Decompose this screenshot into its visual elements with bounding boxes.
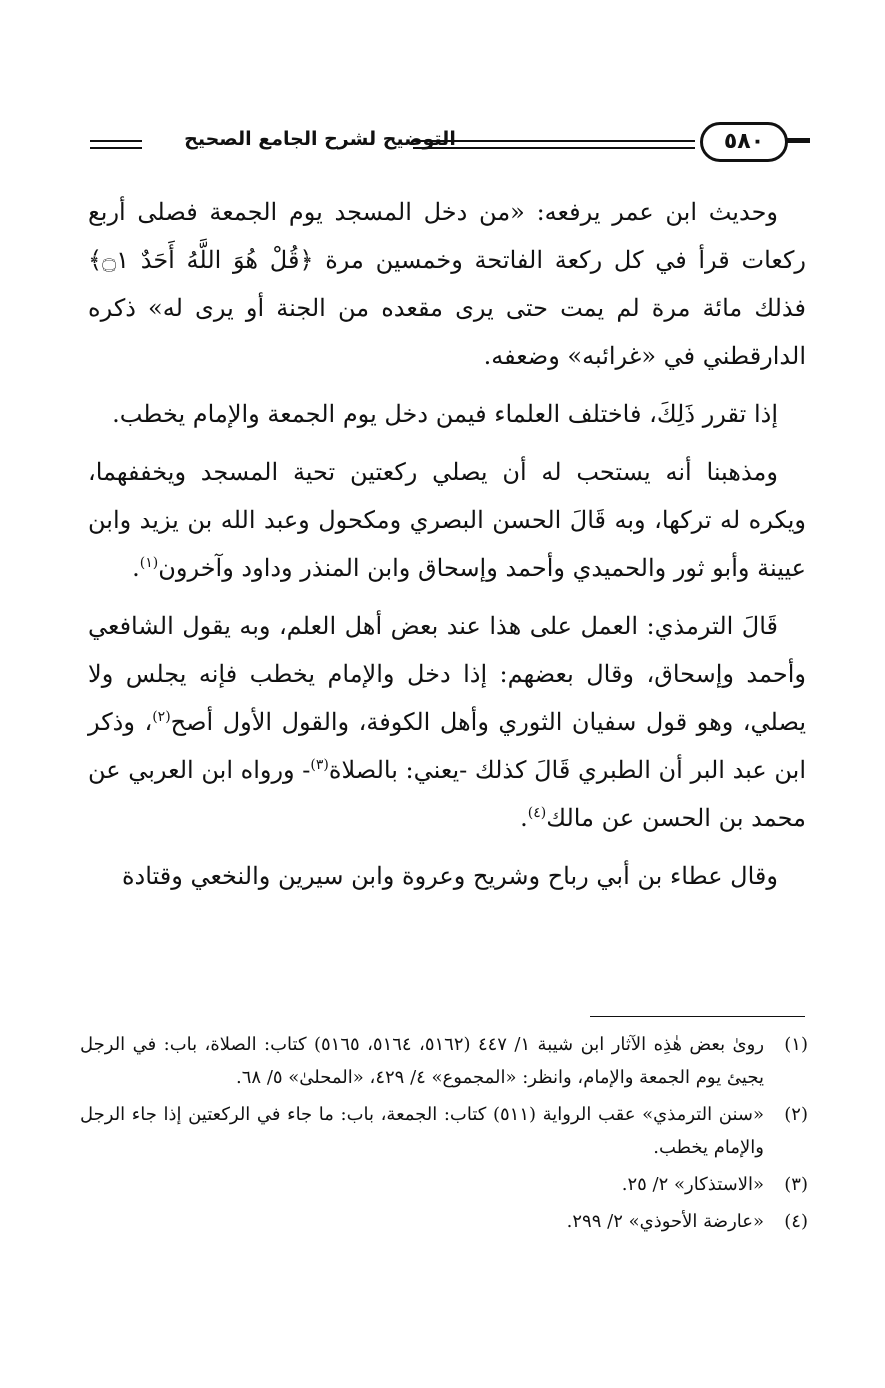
paragraph bbox=[88, 188, 806, 380]
footnote-ref[interactable]: (١) bbox=[139, 555, 159, 571]
header-rule bbox=[413, 140, 695, 142]
page-number: ٥٨٠ bbox=[700, 122, 788, 162]
main-text bbox=[88, 188, 806, 910]
paragraph-text: ، وذكر ابن عبد البر أن الطبري قَالَ كذلك -يعني: بالصلاة bbox=[88, 708, 807, 784]
footnote-separator bbox=[590, 1016, 805, 1017]
paragraph bbox=[88, 602, 806, 842]
paragraph-text: إذا تقرر ذَلِكَ، فاختلف العلماء فيمن دخل يوم الجمعة والإمام يخطب. bbox=[112, 400, 778, 428]
footnote-text: رویٰ بعض هٰذِه الآثار ابن شيبة ١/ ٤٤٧ (٥١٦٢، ٥١٦٤، ٥١٦٥) كتاب: الصلاة، باب: في الرجل يجيئ يوم الجمعة والإمام، وانظر: «المجموع» ٤/ ٤٢٩، «المحلیٰ» ٥/ ٦٨. bbox=[80, 1034, 765, 1088]
paragraph-text: قَالَ الترمذي: العمل على هذا عند بعض أهل العلم، وبه يقول الشافعي وأحمد وإسحاق، وقال بعضهم: إذا دخل والإمام يخطب فإنه يجلس ولا يصلي، وهو قول سفيان الثوري وأهل الكوفة، والقول الأول أصح bbox=[88, 612, 806, 736]
paragraph bbox=[88, 852, 806, 900]
page-number-ornament bbox=[786, 138, 810, 143]
footnote bbox=[80, 1028, 808, 1094]
footnote-ref[interactable]: (٤) bbox=[527, 805, 547, 821]
footnote-ref[interactable]: (٣) bbox=[310, 757, 329, 773]
header-rule bbox=[413, 147, 695, 149]
footnote-number: (١) bbox=[784, 1034, 808, 1055]
paragraph-text: - ورواه ابن العربي عن محمد بن الحسن عن مالك bbox=[88, 756, 806, 832]
footnote-text: «سنن الترمذي» عقب الرواية (٥١١) كتاب: الجمعة، باب: ما جاء في الركعتين إذا جاء الرجل والإمام يخطب. bbox=[80, 1104, 764, 1158]
footnote bbox=[80, 1168, 808, 1201]
footnotes bbox=[80, 1028, 808, 1242]
footnote-text: «الاستذكار» ٢/ ٢٥. bbox=[621, 1174, 764, 1195]
footnote-number: (٣) bbox=[784, 1174, 808, 1195]
paragraph-text: فذلك مائة مرة لم يمت حتى يرى مقعده من الجنة أو يرى له» ذكره الدارقطني في «غرائبه» وضعفه. bbox=[88, 294, 807, 370]
running-title: التوضيح لشرح الجامع الصحيح bbox=[184, 128, 456, 150]
paragraph-text: وحديث ابن عمر يرفعه: «من دخل المسجد يوم الجمعة فصلى أربع ركعات قرأ في كل ركعة الفاتحة وخمسين مرة bbox=[88, 198, 806, 274]
paragraph-text: . bbox=[520, 804, 528, 832]
quran-verse: ﴿قُلْ هُوَ اللَّهُ أَحَدٌ ۝١﴾ bbox=[88, 246, 314, 274]
paragraph bbox=[88, 448, 806, 592]
paragraph-text: وقال عطاء بن أبي رباح وشريح وعروة وابن سيرين والنخعي وقتادة bbox=[121, 862, 778, 890]
footnote-number: (٢) bbox=[784, 1104, 808, 1125]
paragraph bbox=[88, 390, 806, 438]
page-header bbox=[80, 118, 810, 174]
footnote-number: (٤) bbox=[784, 1211, 808, 1232]
footnote bbox=[80, 1098, 808, 1164]
header-rule bbox=[90, 147, 142, 149]
footnote bbox=[80, 1205, 808, 1238]
paragraph-text: . bbox=[132, 554, 140, 582]
paragraph-text: ومذهبنا أنه يستحب له أن يصلي ركعتين تحية المسجد ويخففهما، ويكره له تركها، وبه قَالَ الحسن البصري ومكحول وعبد الله بن يزيد وابن عيينة وأبو ثور والحميدي وأحمد وإسحاق وابن المنذر وداود وآخرون bbox=[88, 458, 806, 582]
header-rule bbox=[90, 140, 142, 142]
footnote-text: «عارضة الأحوذي» ٢/ ٢٩٩. bbox=[566, 1211, 764, 1232]
footnote-ref[interactable]: (٢) bbox=[152, 709, 171, 725]
